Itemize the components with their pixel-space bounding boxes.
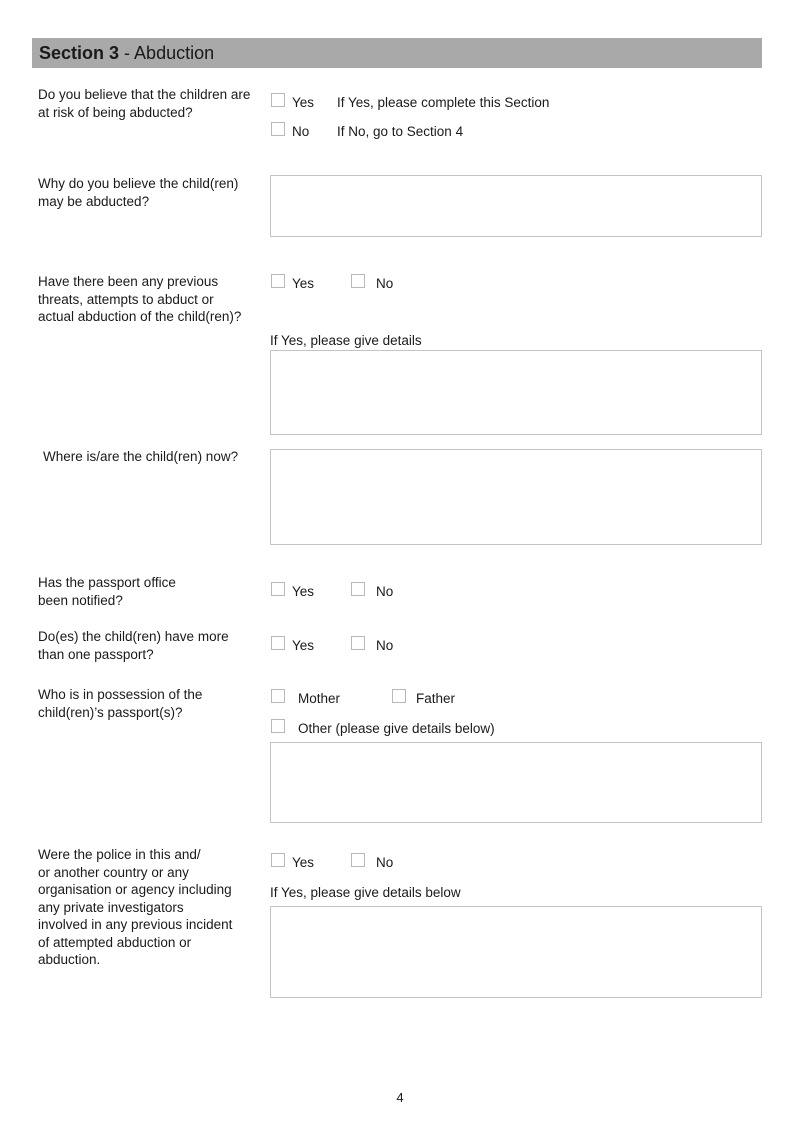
q8-no-label: No <box>376 855 394 870</box>
q7-father-label: Father <box>416 691 456 706</box>
q8-no-checkbox[interactable] <box>351 853 365 867</box>
question-abduction-reason: Why do you believe the child(ren) may be abducted? <box>38 176 239 209</box>
q3-no-label: No <box>376 276 394 291</box>
q1-yes-checkbox[interactable] <box>271 93 285 107</box>
question-abduction-risk: Do you believe that the children are at risk of being abducted? <box>38 87 251 120</box>
q3-no-checkbox[interactable] <box>351 274 365 288</box>
q5-yes-label: Yes <box>292 584 315 599</box>
question-passport-possession: Who is in possession of the child(ren)’s passport(s)? <box>38 687 203 720</box>
q6-yes-label: Yes <box>292 638 315 653</box>
q6-yes-checkbox[interactable] <box>271 636 285 650</box>
question-multiple-passports: Do(es) the child(ren) have more than one passport? <box>38 629 229 662</box>
q6-no-label: No <box>376 638 394 653</box>
q7-mother-label: Mother <box>298 691 341 706</box>
q1-no-label: No <box>292 124 310 139</box>
q5-yes-checkbox[interactable] <box>271 582 285 596</box>
passport-possession-details-field[interactable] <box>270 742 762 823</box>
section-title: Abduction <box>134 43 215 63</box>
q3-details-label: If Yes, please give details <box>270 333 422 348</box>
q6-no-checkbox[interactable] <box>351 636 365 650</box>
q7-other-checkbox[interactable] <box>271 719 285 733</box>
q1-yes-label: Yes <box>292 95 315 110</box>
question-police-involvement: Were the police in this and/ or another country or any organisation or agency including any private investigators involved in any previous incident of attempted abduction or abduction. <box>38 847 233 967</box>
section-number: Section 3 <box>39 43 120 63</box>
q7-father-checkbox[interactable] <box>392 689 406 703</box>
q1-no-note: If No, go to Section 4 <box>337 124 464 139</box>
section-separator: - <box>119 43 135 63</box>
previous-threats-details-field[interactable] <box>270 350 762 435</box>
q8-yes-label: Yes <box>292 855 315 870</box>
question-child-location: Where is/are the child(ren) now? <box>43 449 239 464</box>
abduction-reason-field[interactable] <box>270 175 762 237</box>
question-passport-office-notified: Has the passport office been notified? <box>38 575 176 608</box>
section-header <box>32 38 762 68</box>
q8-yes-checkbox[interactable] <box>271 853 285 867</box>
q7-other-label: Other (please give details below) <box>298 721 495 736</box>
q1-no-checkbox[interactable] <box>271 122 285 136</box>
page-number: 4 <box>396 1090 404 1105</box>
question-previous-threats: Have there been any previous threats, attempts to abduct or actual abduction of the child(ren)? <box>38 274 242 324</box>
q5-no-label: No <box>376 584 394 599</box>
q3-yes-checkbox[interactable] <box>271 274 285 288</box>
q8-details-label: If Yes, please give details below <box>270 885 461 900</box>
q7-mother-checkbox[interactable] <box>271 689 285 703</box>
q5-no-checkbox[interactable] <box>351 582 365 596</box>
police-involvement-details-field[interactable] <box>270 906 762 998</box>
child-location-field[interactable] <box>270 449 762 545</box>
q3-yes-label: Yes <box>292 276 315 291</box>
q1-yes-note: If Yes, please complete this Section <box>337 95 550 110</box>
